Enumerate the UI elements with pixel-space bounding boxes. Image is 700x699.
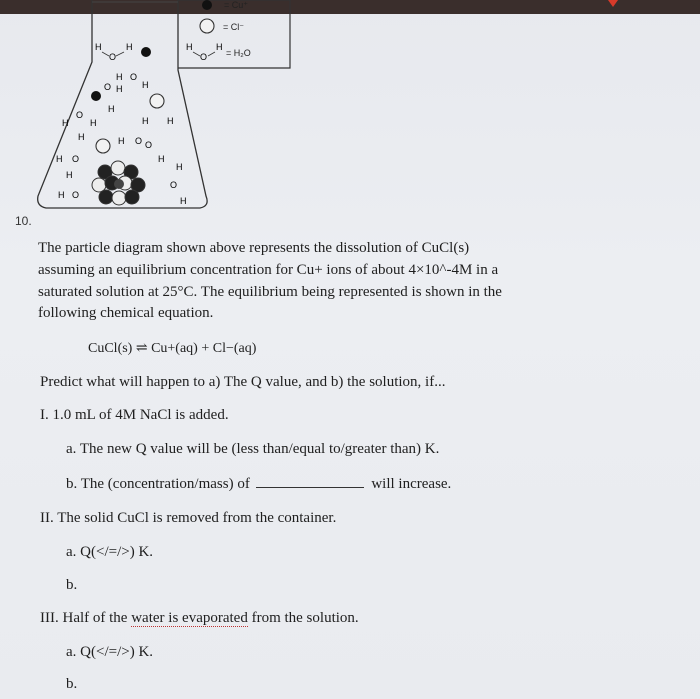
intro-line-4: following chemical equation.	[38, 305, 214, 321]
part-1-title: I. 1.0 mL of 4M NaCl is added.	[40, 407, 229, 423]
water12-o: O	[72, 190, 80, 200]
water5-h1: H	[62, 118, 69, 128]
intro-line-1: The particle diagram shown above represents the dissolution of CuCl(s)	[38, 240, 470, 256]
part-2a: a. Q(</=/>) K.	[66, 544, 154, 560]
prediction-prompt: Predict what will happen to a) The Q value, and b) the solution, if...	[40, 374, 446, 390]
water9-h1: H	[56, 154, 63, 164]
water6-h2: H	[167, 116, 174, 126]
part-3a: a. Q(</=/>) K.	[66, 644, 154, 660]
water5-o: O	[76, 110, 84, 120]
part-3b: b.	[66, 676, 78, 692]
legend-water-h2: H	[216, 42, 223, 52]
water2-h2: H	[142, 80, 149, 90]
water12-h: H	[58, 190, 65, 200]
cl-legend-label: = Cl⁻	[223, 22, 245, 32]
water5-h2: H	[90, 118, 97, 128]
water6-h1: H	[142, 116, 149, 126]
water3-h: H	[116, 84, 123, 94]
legend-water-h1: H	[186, 42, 193, 52]
cu-legend-label: = Cu⁺	[224, 0, 249, 10]
water7-h1: H	[78, 132, 85, 142]
water3-o: O	[104, 82, 112, 92]
h2o-legend-label: = H₂O	[226, 48, 251, 58]
water1-h2: H	[126, 42, 133, 52]
water1-h1: H	[95, 42, 102, 52]
part-1b	[66, 475, 451, 493]
water10-h1: H	[158, 154, 165, 164]
water2-h1: H	[116, 72, 123, 82]
water1-o: O	[109, 52, 117, 62]
water7-h2: H	[118, 136, 125, 146]
part-2-title: II. The solid CuCl is removed from the container.	[40, 510, 337, 526]
question-number: 10.	[15, 214, 32, 228]
part-1b-prefix: b. The (concentration/mass) of	[66, 476, 250, 492]
water9-h2: H	[66, 170, 73, 180]
water2-o: O	[130, 72, 138, 82]
answer-blank[interactable]	[256, 475, 364, 488]
water4-h: H	[108, 104, 115, 114]
worksheet	[0, 14, 700, 699]
cu-legend-dot	[202, 0, 212, 10]
part-3-title-suffix: from the solution.	[251, 610, 359, 626]
part-3-title	[40, 610, 359, 627]
part-3-title-prefix: III. Half of the	[40, 610, 128, 626]
part-1b-suffix: will increase.	[371, 476, 452, 492]
part-2b: b.	[66, 577, 78, 593]
intro-line-2: assuming an equilibrium concentration for Cu+ ions of about 4×10^-4M in a	[38, 262, 499, 278]
water11-h: H	[180, 196, 187, 206]
water8-o: O	[145, 140, 153, 150]
chemical-equation: CuCl(s) ⇌ Cu+(aq) + Cl−(aq)	[88, 341, 257, 356]
intro-line-3: saturated solution at 25°C. The equilibrium being represented is shown in the	[38, 284, 502, 300]
legend-water-o: O	[200, 52, 208, 62]
water7-o: O	[135, 136, 143, 146]
water10-h2: H	[176, 162, 183, 172]
water11-o: O	[170, 180, 178, 190]
water9-o: O	[72, 154, 80, 164]
part-1a: a. The new Q value will be (less than/equal to/greater than) K.	[66, 441, 440, 457]
part-3-title-underlined: water is evaporated	[131, 610, 248, 626]
